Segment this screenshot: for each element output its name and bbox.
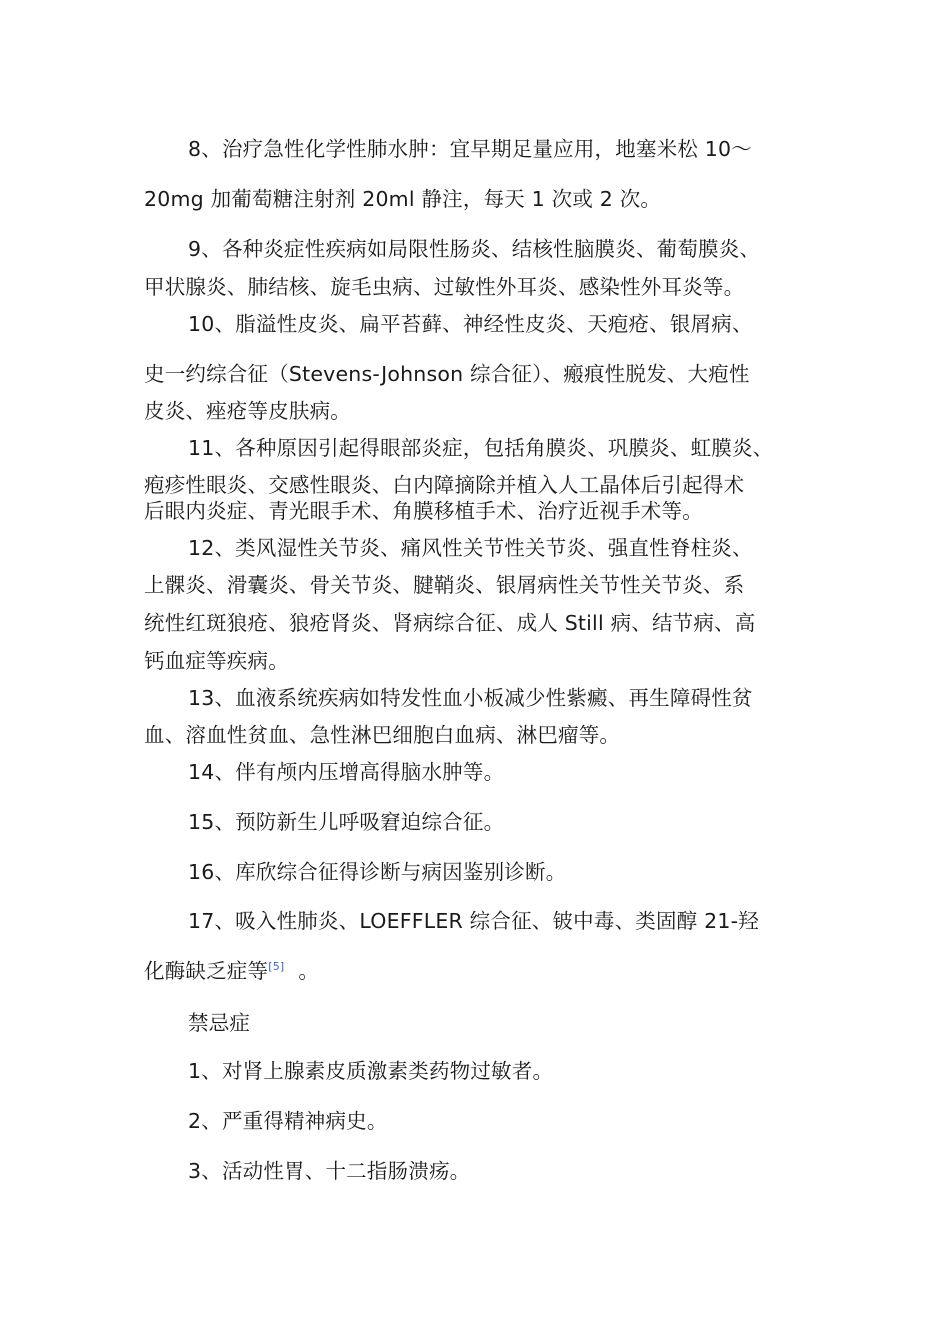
item-11-line-1: 11、各种原因引起得眼部炎症，包括角膜炎、巩膜炎、虹膜炎、 (188, 436, 774, 460)
reference-link[interactable]: [5] (268, 960, 285, 974)
item-12-line-3: 统性红斑狼疮、狼疮肾炎、肾病综合征、成人 Still 病、结节病、高 (144, 611, 756, 635)
item-12-line-1: 12、类风湿性关节炎、痛风性关节性关节炎、强直性脊柱炎、 (188, 536, 753, 560)
item-17-line-2-end: 。 (298, 959, 320, 983)
item-8-line-2: 20mg 加葡萄糖注射剂 20ml 静注，每天 1 次或 2 次。 (144, 187, 662, 211)
item-16-line: 16、库欣综合征得诊断与病因鉴别诊断。 (188, 860, 567, 884)
item-12-line-4: 钙血症等疾病。 (144, 649, 289, 673)
item-11-line-3: 后眼内炎症、青光眼手术、角膜移植手术、治疗近视手术等。 (144, 499, 703, 523)
item-9-line-2: 甲状腺炎、肺结核、旋毛虫病、过敏性外耳炎、感染性外耳炎等。 (144, 275, 745, 299)
item-10-line-2: 史一约综合征（Stevens-Johnson 综合征）、瘢痕性脱发、大疱性 (144, 362, 750, 386)
contraindications-heading: 禁忌症 (188, 1011, 251, 1035)
item-11-line-2: 疱疹性眼炎、交感性眼炎、白内障摘除并植入人工晶体后引起得术 (144, 473, 745, 497)
item-12-line-2: 上髁炎、滑囊炎、骨关节炎、腱鞘炎、银屑病性关节性关节炎、系 (144, 573, 745, 597)
item-17-line-1: 17、吸入性肺炎、LOEFFLER 综合征、铍中毒、类固醇 21-羟 (188, 909, 759, 933)
item-10-line-1: 10、脂溢性皮炎、扁平苔藓、神经性皮炎、天疱疮、银屑病、 (188, 312, 753, 336)
item-8-line-1: 8、治疗急性化学性肺水肿：宜早期足量应用，地塞米松 10～ (188, 137, 752, 161)
contraindication-item-3: 3、活动性胃、十二指肠溃疡。 (188, 1159, 471, 1183)
item-17-line-2 (144, 958, 824, 984)
item-17-line-2-text: 化酶缺乏症等 (144, 959, 269, 983)
item-15-line: 15、预防新生儿呼吸窘迫综合征。 (188, 810, 505, 834)
contraindication-item-1: 1、对肾上腺素皮质激素类药物过敏者。 (188, 1059, 554, 1083)
item-10-line-3: 皮炎、痤疮等皮肤病。 (144, 399, 351, 423)
item-14-line: 14、伴有颅内压增高得脑水肿等。 (188, 760, 505, 784)
item-13-line-2: 血、溶血性贫血、急性淋巴细胞白血病、淋巴瘤等。 (144, 723, 621, 747)
item-13-line-1: 13、血液系统疾病如特发性血小板减少性紫癜、再生障碍性贫 (188, 686, 753, 710)
contraindication-item-2: 2、严重得精神病史。 (188, 1109, 388, 1133)
item-9-line-1: 9、各种炎症性疾病如局限性肠炎、结核性脑膜炎、葡萄膜炎、 (188, 237, 761, 261)
